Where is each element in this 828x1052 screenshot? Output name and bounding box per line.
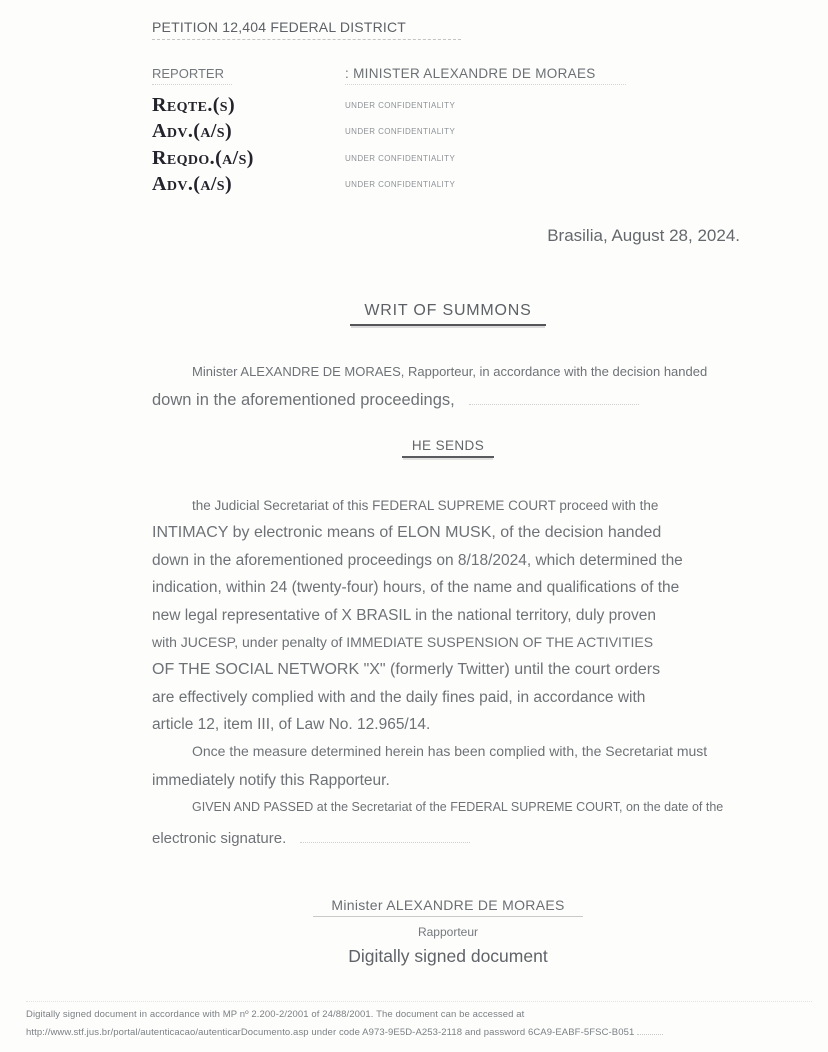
party-label-adv-2: Adv.(a/s) — [152, 173, 233, 196]
party-value-confidential: UNDER CONFIDENTIALITY — [345, 180, 456, 190]
paragraph-line — [152, 823, 748, 854]
city-date: Brasilia, August 28, 2024. — [547, 226, 740, 245]
paragraph-order — [152, 492, 748, 739]
reporter-label: REPORTER — [152, 66, 232, 85]
signature-block — [152, 897, 744, 967]
party-value-confidential: UNDER CONFIDENTIALITY — [345, 153, 456, 163]
parties-block — [152, 66, 752, 198]
paragraph-line: Once the measure determined herein has been complied with, the Secretariat must — [192, 743, 708, 759]
party-label-adv-1: Adv.(a/s) — [152, 120, 233, 143]
paragraph-line — [152, 386, 748, 414]
party-row — [152, 172, 752, 199]
footer-line: Digitally signed document in accordance with MP nº 2.200-2/2001 of 24/88/2001. The document can be accessed at — [26, 1009, 525, 1020]
signer-name: Minister ALEXANDRE DE MORAES — [313, 897, 582, 917]
paragraph-line: new legal representative of X BRASIL in the national territory, duly proven — [152, 606, 657, 624]
digital-signature-note: Digitally signed document — [348, 946, 548, 966]
paragraph-line: are effectively complied with and the daily fines paid, in accordance with — [152, 688, 646, 706]
authentication-footer — [26, 1001, 812, 1041]
paragraph-line: immediately notify this Rapporteur. — [152, 772, 390, 789]
paragraph-line-text: electronic signature. — [152, 830, 287, 847]
reporter-value: : MINISTER ALEXANDRE DE MORAES — [345, 66, 626, 85]
he-sends-heading — [152, 437, 744, 458]
footer-line — [26, 1024, 812, 1042]
reporter-row — [152, 66, 752, 85]
paragraph-line: GIVEN AND PASSED at the Secretariat of the FEDERAL SUPREME COURT, on the date of the — [192, 800, 724, 814]
party-value-confidential: UNDER CONFIDENTIALITY — [345, 100, 456, 110]
petition-title — [152, 19, 461, 40]
paragraph-given — [152, 792, 748, 854]
paragraph-line: Minister ALEXANDRE DE MORAES, Rapporteur, in accordance with the decision handed — [192, 364, 708, 379]
footer-url-text: http://www.stf.jus.br/portal/autenticacao/autenticarDocumento.asp under code A973-9E5D-A253-2118 and password 6CA9-EABF-5FSC-B051 — [26, 1026, 635, 1038]
writ-heading — [152, 302, 744, 326]
paragraph-line: article 12, item III, of Law No. 12.965/14. — [152, 716, 431, 734]
party-row — [152, 145, 752, 172]
scan-artifact — [637, 1027, 663, 1035]
scan-artifact — [469, 394, 639, 405]
paragraph-line: with JUCESP, under penalty of IMMEDIATE SUSPENSION OF THE ACTIVITIES — [152, 634, 654, 651]
party-value-confidential: UNDER CONFIDENTIALITY — [345, 127, 456, 137]
writ-heading-text: WRIT OF SUMMONS — [350, 302, 545, 326]
signer-role: Rapporteur — [417, 925, 479, 939]
party-label-reqte: Reqte.(s) — [152, 93, 236, 116]
paragraph-line-text: down in the aforementioned proceedings, — [152, 391, 455, 409]
party-label-reqdo: Reqdo.(a/s) — [152, 146, 254, 169]
he-sends-text: HE SENDS — [402, 438, 494, 458]
party-row — [152, 119, 752, 146]
paragraph-intro — [152, 358, 748, 414]
paragraph-compliance — [152, 736, 748, 796]
party-row — [152, 92, 752, 119]
paragraph-line: INTIMACY by electronic means of ELON MUSK, of the decision handed — [152, 524, 662, 542]
paragraph-line: OF THE SOCIAL NETWORK "X" (formerly Twitter) until the court orders — [152, 661, 661, 679]
paragraph-line: indication, within 24 (twenty-four) hours, of the name and qualifications of the — [152, 579, 680, 597]
paragraph-line: the Judicial Secretariat of this FEDERAL SUPREME COURT proceed with the — [192, 498, 659, 513]
petition-title-text: PETITION 12,404 FEDERAL DISTRICT — [152, 19, 461, 40]
scan-artifact — [300, 832, 470, 843]
paragraph-line: down in the aforementioned proceedings on 8/18/2024, which determined the — [152, 551, 683, 569]
